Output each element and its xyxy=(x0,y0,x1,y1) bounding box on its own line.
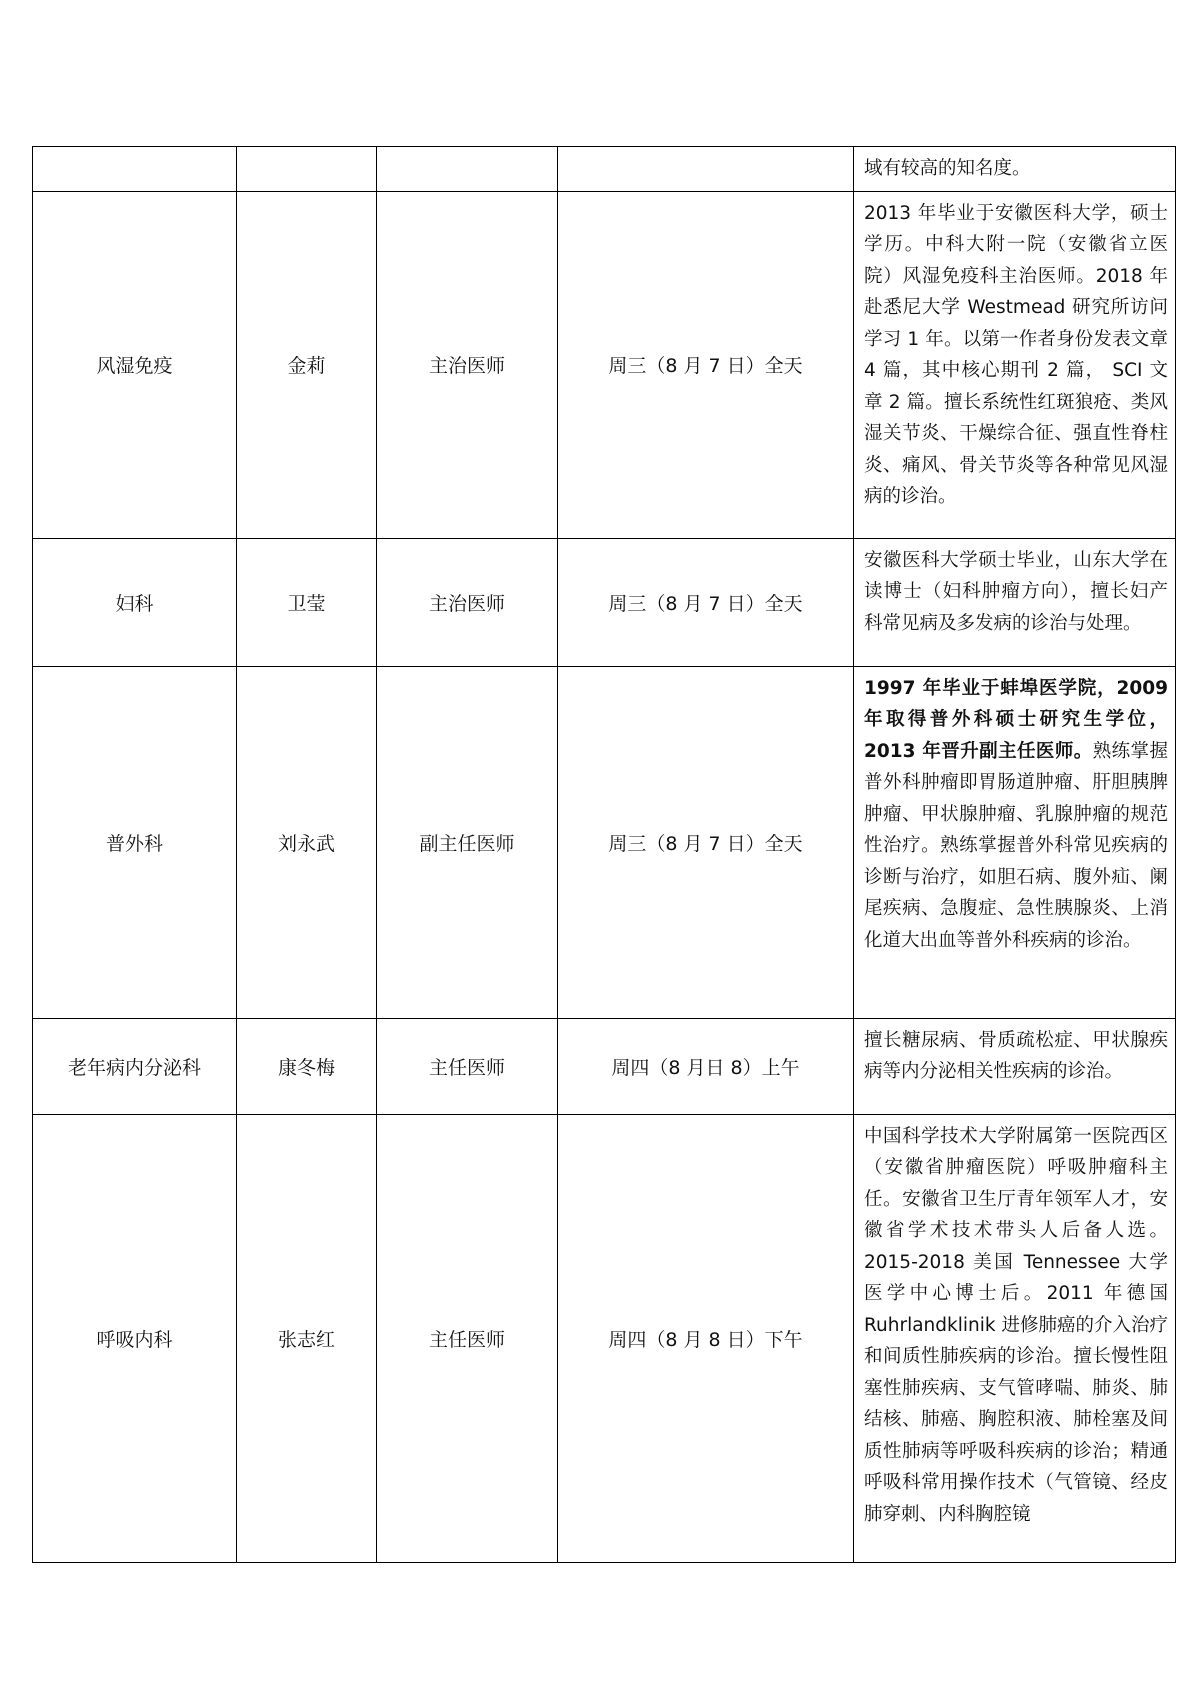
doctor-title-cell xyxy=(377,147,558,192)
dept-cell: 普外科 xyxy=(33,666,237,1018)
clinic-time-cell: 周三（8 月 7 日）全天 xyxy=(558,538,854,666)
doctor-name-cell xyxy=(237,147,377,192)
table-row xyxy=(33,1018,1176,1114)
clinic-time-cell: 周三（8 月 7 日）全天 xyxy=(558,666,854,1018)
bio-bold-text: 1997 年毕业于蚌埠医学院，2009 年取得普外科硕士研究生学位，2013 年晋升副主任医师。 xyxy=(864,677,1168,762)
doctor-bio-cell: 中国科学技术大学附属第一医院西区（安徽省肿瘤医院）呼吸肿瘤科主任。安徽省卫生厅青年领军人才，安徽省学术技术带头人后备人选。2015-2018 美国 Tennessee 大学医学中心博士后。2011 年德国 Ruhrlandklinik 进修肺癌的介入治疗和间质性肺疾病的诊治。擅长慢性阻塞性肺疾病、支气管哮喘、肺炎、肺结核、肺癌、胸腔积液、肺栓塞及间质性肺病等呼吸科疾病的诊治；精通呼吸科常用操作技术（气管镜、经皮肺穿刺、内科胸腔镜 xyxy=(854,1114,1176,1562)
dept-cell: 老年病内分泌科 xyxy=(33,1018,237,1114)
table-row xyxy=(33,538,1176,666)
doctor-bio-cell: 2013 年毕业于安徽医科大学，硕士学历。中科大附一院（安徽省立医院）风湿免疫科主治医师。2018 年赴悉尼大学 Westmead 研究所访问学习 1 年。以第一作者身份发表文章 4 篇，其中核心期刊 2 篇， SCI 文章 2 篇。擅长系统性红斑狼疮、类风湿关节炎、干燥综合征、强直性脊柱炎、痛风、骨关节炎等各种常见风湿病的诊治。 xyxy=(854,191,1176,538)
table-row xyxy=(33,147,1176,192)
doctor-bio-cell xyxy=(854,666,1176,1018)
clinic-time-cell xyxy=(558,147,854,192)
doctor-bio-cell: 擅长糖尿病、骨质疏松症、甲状腺疾病等内分泌相关性疾病的诊治。 xyxy=(854,1018,1176,1114)
table-row xyxy=(33,666,1176,1018)
clinic-time-cell: 周四（8 月日 8）上午 xyxy=(558,1018,854,1114)
doctor-name-cell: 康冬梅 xyxy=(237,1018,377,1114)
dept-cell: 呼吸内科 xyxy=(33,1114,237,1562)
dept-cell: 妇科 xyxy=(33,538,237,666)
doctor-bio-cell: 域有较高的知名度。 xyxy=(854,147,1176,192)
doctor-title-cell: 副主任医师 xyxy=(377,666,558,1018)
doctor-name-cell: 张志红 xyxy=(237,1114,377,1562)
doctor-title-cell: 主任医师 xyxy=(377,1114,558,1562)
doctor-name-cell: 刘永武 xyxy=(237,666,377,1018)
doctor-name-cell: 金莉 xyxy=(237,191,377,538)
doctor-name-cell: 卫莹 xyxy=(237,538,377,666)
doctor-bio-cell: 安徽医科大学硕士毕业，山东大学在读博士（妇科肿瘤方向），擅长妇产科常见病及多发病的诊治与处理。 xyxy=(854,538,1176,666)
schedule-table xyxy=(32,146,1176,1563)
doctor-title-cell: 主治医师 xyxy=(377,191,558,538)
table-row xyxy=(33,1114,1176,1562)
clinic-time-cell: 周四（8 月 8 日）下午 xyxy=(558,1114,854,1562)
bio-text: 熟练掌握普外科肿瘤即胃肠道肿瘤、肝胆胰脾肿瘤、甲状腺肿瘤、乳腺肿瘤的规范性治疗。熟练掌握普外科常见疾病的诊断与治疗，如胆石病、腹外疝、阑尾疾病、急腹症、急性胰腺炎、上消化道大出血等普外科疾病的诊治。 xyxy=(864,740,1168,951)
doctor-title-cell: 主任医师 xyxy=(377,1018,558,1114)
table-row xyxy=(33,191,1176,538)
clinic-time-cell: 周三（8 月 7 日）全天 xyxy=(558,191,854,538)
dept-cell xyxy=(33,147,237,192)
doctor-title-cell: 主治医师 xyxy=(377,538,558,666)
dept-cell: 风湿免疫 xyxy=(33,191,237,538)
